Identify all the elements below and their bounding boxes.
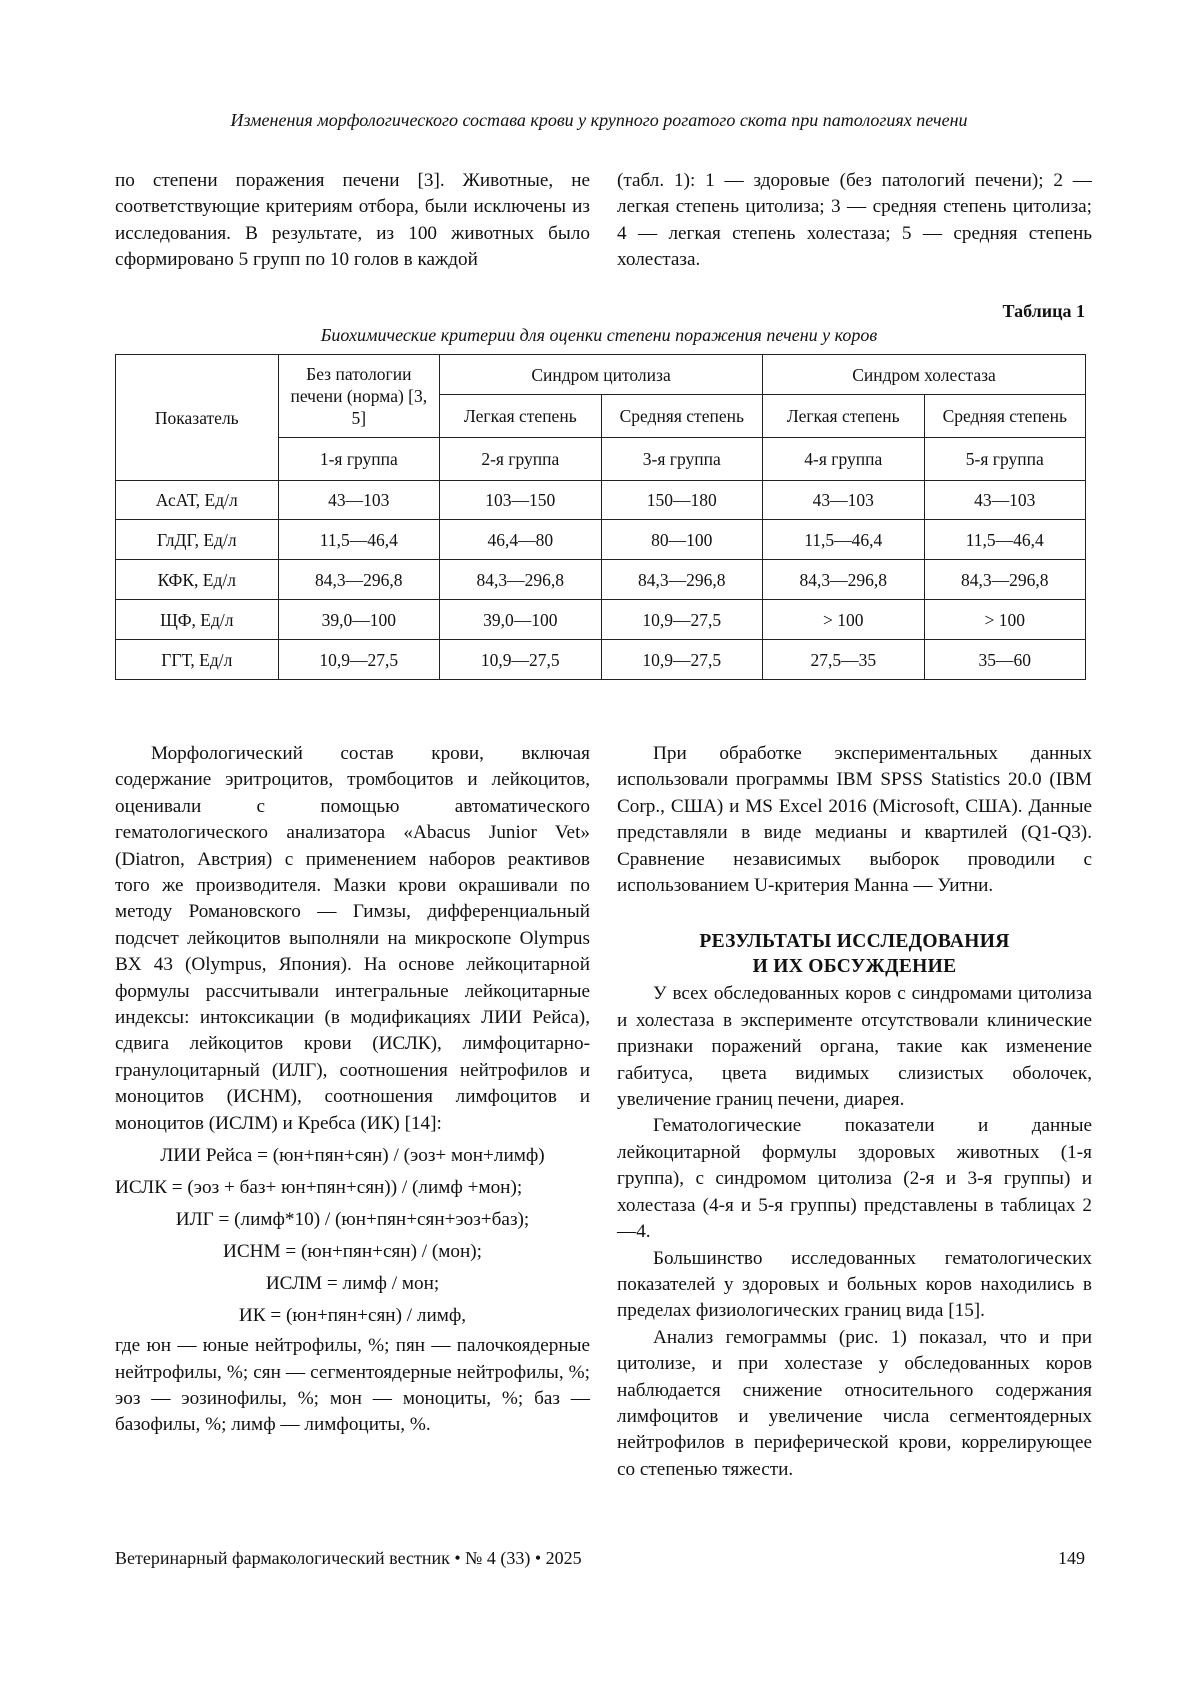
journal-footer: Ветеринарный фармакологический вестник • № 4 (33) • 2025 (115, 1548, 582, 1568)
row-label: ЩФ, Ед/л (116, 600, 279, 640)
row-label: ГГТ, Ед/л (116, 640, 279, 680)
header-group-4: 4-я группа (763, 438, 924, 481)
results-paragraph: Гематологические показатели и данные лейкоцитарной формулы здоровых животных (1-я группа), с синдромом цитолиза (2-я и 3-я группы) и холестаза (4-я и 5-я группы) представлены в таблицах 2—4. (617, 1115, 1092, 1243)
statistics-paragraph: При обработке экспериментальных данных использовали программы IBM SPSS Statistics 20.0 (IBM Corp., США) и MS Excel 2016 (Microsoft, США). Данные представляли в виде медианы и квартилей (Q1-Q3). Сравнение независимых выборок проводили с использованием U-критерия Манна — Уитни. (617, 743, 1092, 897)
page-number: 149 (1058, 1548, 1085, 1568)
intro-paragraph-right: (табл. 1): 1 — здоровые (без патологий печени); 2 — легкая степень цитолиза; 3 — средняя степень цитолиза; 4 — легкая степень холестаза; 5 — средняя степень холестаза. (617, 170, 1092, 271)
table-cell: 103—150 (440, 481, 601, 520)
table-cell: 46,4—80 (440, 520, 601, 560)
table-cell: 27,5—35 (763, 640, 924, 680)
table-cell: 10,9—27,5 (440, 640, 601, 680)
results-paragraph: Большинство исследованных гематологических показателей у здоровых и больных коров находились в пределах физиологических границ вида [15]. (617, 1247, 1092, 1322)
table-cell: 39,0—100 (440, 600, 601, 640)
table-row (116, 560, 1086, 600)
header-cholestasis-mild: Легкая степень (763, 395, 924, 438)
table-cell: 150—180 (601, 481, 762, 520)
table-cell: 84,3—296,8 (601, 560, 762, 600)
table-cell: 11,5—46,4 (924, 520, 1086, 560)
criteria-table (115, 354, 1086, 680)
table-cell: > 100 (763, 600, 924, 640)
table-cell: 43—103 (924, 481, 1086, 520)
formula-isnm: ИСНМ = (юн+пян+сян) / (мон); (222, 1241, 483, 1263)
intro-column-right (617, 168, 1092, 274)
row-label: АсАТ, Ед/л (116, 481, 279, 520)
header-norm: Без патологии печени (норма) [3, 5] (278, 355, 439, 438)
row-label: КФК, Ед/л (116, 560, 279, 600)
table-cell: 84,3—296,8 (763, 560, 924, 600)
header-indicator: Показатель (116, 355, 279, 481)
table-cell: 43—103 (278, 481, 439, 520)
results-paragraph: У всех обследованных коров с синдромами цитолиза и холестаза в эксперименте отсутствовали клинические признаки поражений органа, такие как изменение габитуса, цвета видимых слизистых оболочек, увеличение границ печени, диарея. (617, 983, 1092, 1111)
table-cell: 80—100 (601, 520, 762, 560)
table-cell: 10,9—27,5 (278, 640, 439, 680)
table-row (116, 481, 1086, 520)
formula-islk: ИСЛК = (эоз + баз+ юн+пян+сян)) / (лимф +мон); (115, 1177, 523, 1199)
running-head: Изменения морфологического состава крови у крупного рогатого скота при патологиях печени (230, 110, 968, 130)
results-paragraph: Анализ гемограммы (рис. 1) показал, что и при цитолизе, и при холестазе у обследованных коров наблюдается снижение относительного содержания лимфоцитов и увеличение числа сегментоядерных нейтрофилов в периферической крови, коррелирующее со степенью тяжести. (617, 1326, 1092, 1480)
header-cholestasis: Синдром холестаза (763, 355, 1086, 395)
header-group-5: 5-я группа (924, 438, 1086, 481)
header-group-3: 3-я группа (601, 438, 762, 481)
section-heading-line-1: РЕЗУЛЬТАТЫ ИССЛЕДОВАНИЯ (699, 931, 1010, 953)
intro-column-left (115, 168, 590, 274)
header-cholestasis-moderate: Средняя степень (924, 395, 1086, 438)
methods-column-left (115, 741, 590, 1439)
section-heading-line-2: И ИХ ОБСУЖДЕНИЕ (752, 956, 957, 978)
header-cytolysis-mild: Легкая степень (440, 395, 601, 438)
table-cell: 10,9—27,5 (601, 600, 762, 640)
header-group-2: 2-я группа (440, 438, 601, 481)
formula-ilg: ИЛГ = (лимф*10) / (юн+пян+сян+эоз+баз); (175, 1209, 530, 1231)
row-label: ГлДГ, Ед/л (116, 520, 279, 560)
table-cell: 84,3—296,8 (440, 560, 601, 600)
table-cell: 10,9—27,5 (601, 640, 762, 680)
table-cell: 11,5—46,4 (763, 520, 924, 560)
abbreviation-legend: где юн — юные нейтрофилы, %; пян — палочкоядерные нейтрофилы, %; сян — сегментоядерные нейтрофилы, %; эоз — эозинофилы, %; мон — моноциты, %; баз — базофилы, %; лимф — лимфоциты, %. (115, 1335, 590, 1436)
table-caption: Биохимические критерии для оценки степени поражения печени у коров (320, 325, 878, 345)
header-group-1: 1-я группа (278, 438, 439, 481)
table-cell: 43—103 (763, 481, 924, 520)
table-number: Таблица 1 (1002, 301, 1085, 321)
table-row (116, 520, 1086, 560)
header-cytolysis-moderate: Средняя степень (601, 395, 762, 438)
section-heading (617, 929, 1092, 979)
table-cell: 11,5—46,4 (278, 520, 439, 560)
table-cell: > 100 (924, 600, 1086, 640)
table-row (116, 640, 1086, 680)
formula-islm: ИСЛМ = лимф / мон; (265, 1273, 440, 1295)
header-cytolysis: Синдром цитолиза (440, 355, 763, 395)
formula-block (115, 1143, 590, 1329)
table-row (116, 600, 1086, 640)
methods-paragraph: Морфологический состав крови, включая содержание эритроцитов, тромбоцитов и лейкоцитов, оценивали с помощью автоматического гематологического анализатора «Abacus Junior Vet» (Diatron, Австрия) с применением наборов реактивов того же производителя. Мазки крови окрашивали по методу Романовского — Гимзы, дифференциальный подсчет лейкоцитов выполняли на микроскопе Olympus BX 43 (Olympus, Япония). На основе лейкоцитарной формулы рассчитывали интегральные лейкоцитарные индексы: интоксикации (в модификациях ЛИИ Рейса), сдвига лейкоцитов крови (ИСЛК), лимфоцитарно-гранулоцитарный (ИЛГ), соотношения нейтрофилов и моноцитов (ИСНМ), соотношения лимфоцитов и моноцитов (ИСЛМ) и Кребса (ИК) [14]: (115, 743, 590, 1134)
table-cell: 39,0—100 (278, 600, 439, 640)
table-cell: 84,3—296,8 (278, 560, 439, 600)
table-cell: 35—60 (924, 640, 1086, 680)
formula-ik: ИК = (юн+пян+сян) / лимф, (238, 1305, 467, 1327)
intro-paragraph-left: по степени поражения печени [3]. Животные, не соответствующие критериям отбора, были исключены из исследования. В результате, из 100 животных было сформировано 5 групп по 10 голов в каждой (115, 170, 590, 271)
formula-lii: ЛИИ Рейса = (юн+пян+сян) / (эоз+ мон+лимф) (160, 1145, 545, 1167)
results-column-right (617, 741, 1092, 1483)
table-cell: 84,3—296,8 (924, 560, 1086, 600)
